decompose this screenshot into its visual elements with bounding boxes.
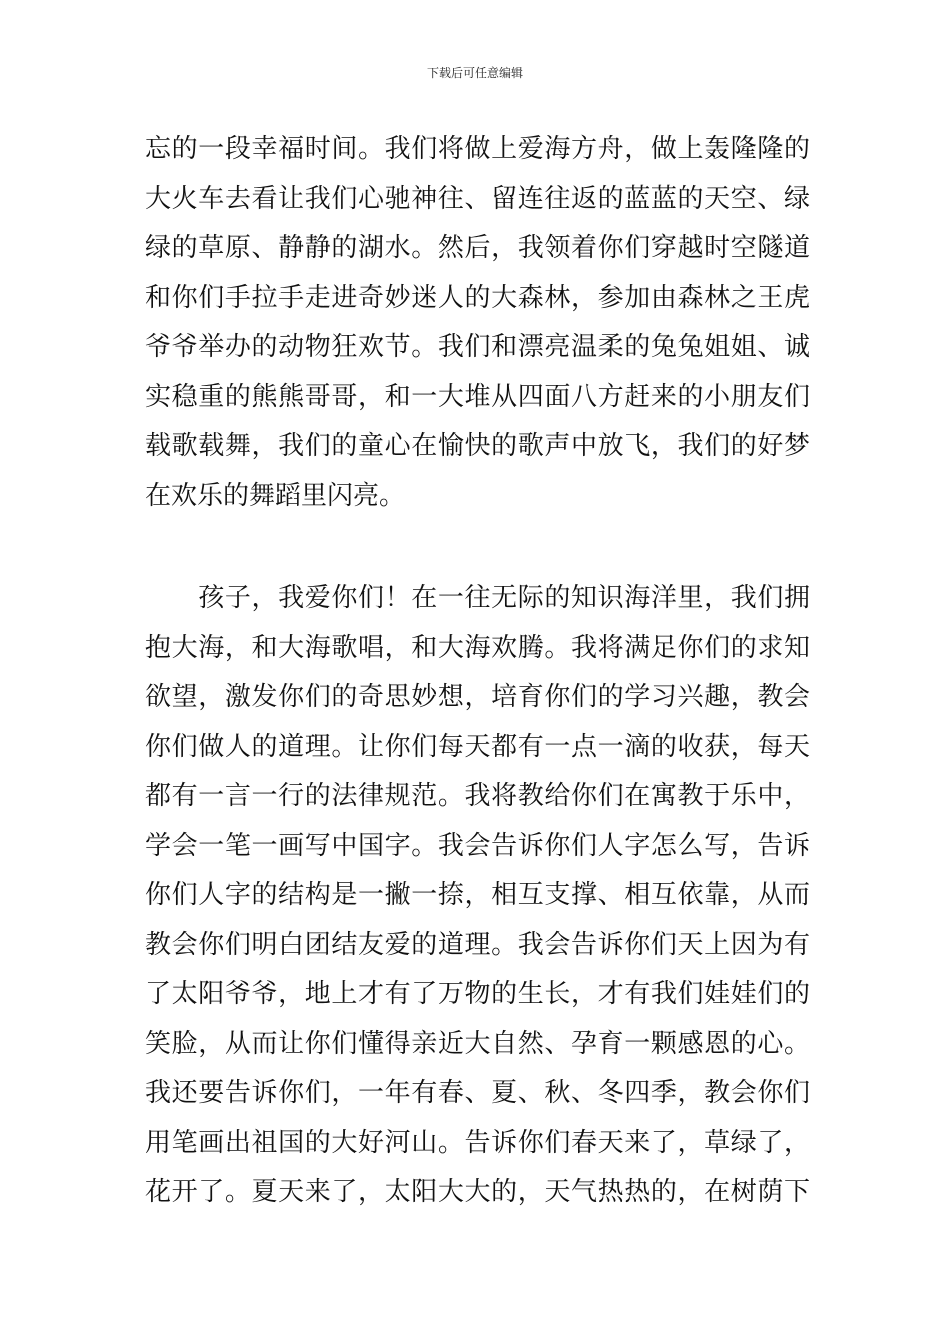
paragraph-line: 了太阳爷爷，地上才有了万物的生长，才有我们娃娃们的: [145, 979, 810, 1009]
paragraph-line: 和你们手拉手走进奇妙迷人的大森林，参加由森林之王虎: [145, 282, 810, 313]
paragraph-line: 学会一笔一画写中国字。我会告诉你们人字怎么写，告诉: [145, 830, 810, 861]
paragraph-line: 你们做人的道理。让你们每天都有一点一滴的收获，每天: [145, 731, 810, 762]
paragraph-line: 都有一言一行的法律规范。我将教给你们在寓教于乐中，: [145, 781, 810, 811]
paragraph-line: 绿的草原、静静的湖水。然后，我领着你们穿越时空隧道: [145, 233, 810, 263]
paragraph-line: 孩子，我爱你们！在一往无际的知识海洋里，我们拥: [145, 583, 810, 613]
paragraph-1: [145, 125, 810, 521]
paragraph-line: 抱大海，和大海歌唱，和大海欢腾。我将满足你们的求知: [145, 632, 810, 663]
paragraph-line: 在欢乐的舞蹈里闪亮。: [145, 480, 406, 511]
paragraph-line: 爷爷举办的动物狂欢节。我们和漂亮温柔的兔兔姐姐、诚: [145, 332, 810, 362]
paragraph-line: 教会你们明白团结友爱的道理。我会告诉你们天上因为有: [145, 929, 810, 960]
paragraph-line: 笑脸，从而让你们懂得亲近大自然、孕育一颗感恩的心。: [145, 1028, 810, 1059]
paragraph-line: 你们人字的结构是一撇一捺，相互支撑、相互依靠，从而: [145, 880, 810, 910]
paragraph-line: 实稳重的熊熊哥哥，和一大堆从四面八方赶来的小朋友们: [145, 381, 810, 412]
paragraph-line: 忘的一段幸福时间。我们将做上爱海方舟，做上轰隆隆的: [145, 134, 810, 164]
paragraph-line: 我还要告诉你们，一年有春、夏、秋、冬四季，教会你们: [145, 1078, 810, 1108]
paragraph-line: 用笔画出祖国的大好河山。告诉你们春天来了，草绿了，: [145, 1127, 810, 1158]
paragraph-line: 载歌载舞，我们的童心在愉快的歌声中放飞，我们的好梦: [145, 431, 810, 461]
page-header-note: 下载后可任意编辑: [426, 66, 523, 80]
paragraph-2: [145, 574, 810, 1218]
paragraph-line: 花开了。夏天来了，太阳大大的，天气热热的，在树荫下: [145, 1177, 810, 1207]
paragraph-line: 大火车去看让我们心驰神往、留连往返的蓝蓝的天空、绿: [145, 183, 810, 214]
paragraph-line: 欲望，激发你们的奇思妙想，培育你们的学习兴趣，教会: [145, 682, 810, 712]
